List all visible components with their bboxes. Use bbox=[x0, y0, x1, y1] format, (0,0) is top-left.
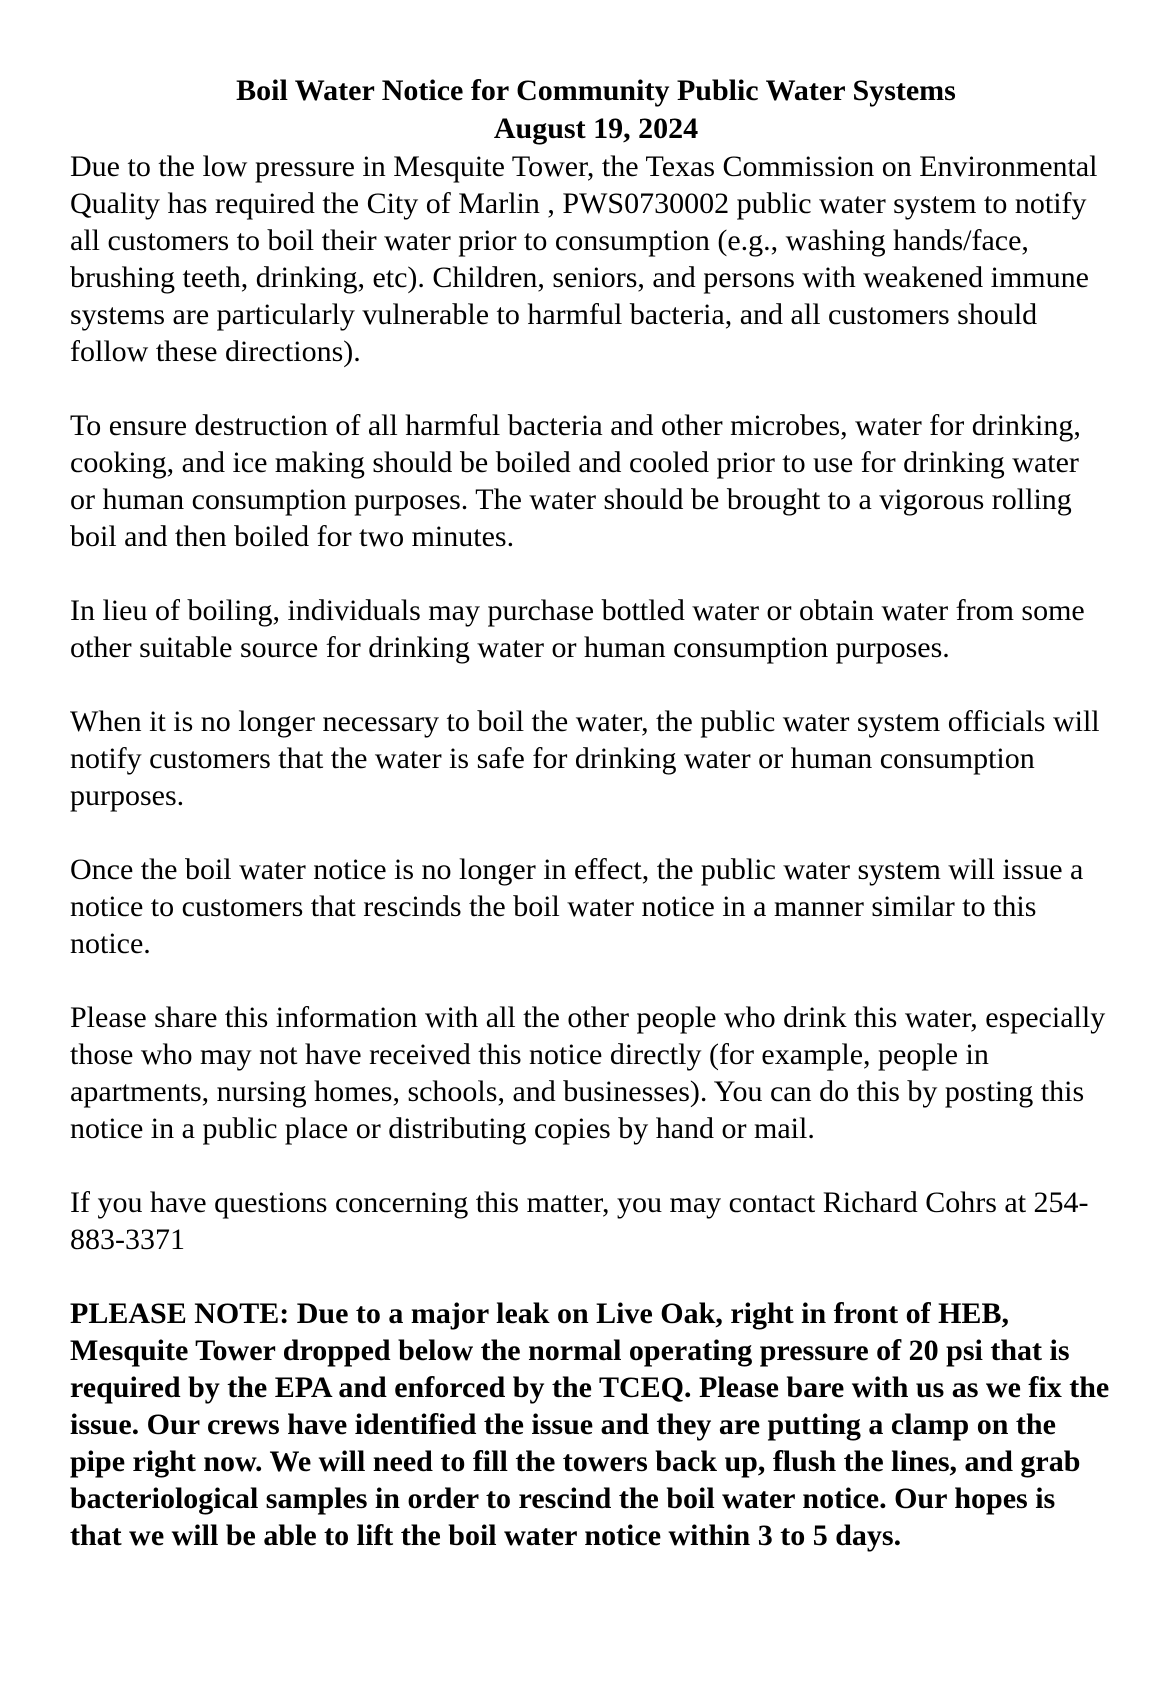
notice-title: Boil Water Notice for Community Public Water Systems bbox=[236, 74, 956, 107]
paragraph-boiling-instructions: To ensure destruction of all harmful bacteria and other microbes, water for drinking, cooking, and ice making should be boiled and cooled prior to use for drinking water or human consumption purposes. The water should be brought to a vigorous rolling boil and then boiled for two minutes. bbox=[70, 409, 1081, 553]
paragraph-share-information: Please share this information with all the other people who drink this water, especially those who may not have received this notice directly (for example, people in apartments, nursing homes, schools, and businesses). You can do this by posting this notice in a public place or distributing copies by hand or mail. bbox=[70, 1001, 1106, 1145]
paragraph-safe-notification: When it is no longer necessary to boil the water, the public water system officials will notify customers that the water is safe for drinking water or human consumption purposes. bbox=[70, 705, 1100, 812]
notice-date: August 19, 2024 bbox=[493, 112, 699, 145]
notice-document bbox=[70, 72, 1110, 1554]
paragraph-bottled-water: In lieu of boiling, individuals may purchase bottled water or obtain water from some other suitable source for drinking water or human consumption purposes. bbox=[70, 594, 1085, 664]
paragraph-low-pressure: Due to the low pressure in Mesquite Tower, the Texas Commission on Environmental Quality has required the City of Marlin , PWS0730002 public water system to notify all customers to boil their water prior to consumption (e.g., washing hands/face, brushing teeth, drinking, etc). Children, seniors, and persons with weakened immune systems are particularly vulnerable to harmful bacteria, and all customers should follow these directions). bbox=[70, 150, 1098, 368]
paragraph-rescind-notice: Once the boil water notice is no longer in effect, the public water system will issue a notice to customers that rescinds the boil water notice in a manner similar to this notice. bbox=[70, 853, 1084, 960]
please-note-paragraph: PLEASE NOTE: Due to a major leak on Live Oak, right in front of HEB, Mesquite Tower dropped below the normal operating pressure of 20 psi that is required by the EPA and enforced by the TCEQ. Please bare with us as we fix the issue. Our crews have identified the issue and they are putting a clamp on the pipe right now. We will need to fill the towers back up, flush the lines, and grab bacteriological samples in order to rescind the boil water notice. Our hopes is that we will be able to lift the boil water notice within 3 to 5 days. bbox=[70, 1297, 1110, 1552]
paragraph-contact: If you have questions concerning this matter, you may contact Richard Cohrs at 254-883-3371 bbox=[70, 1186, 1089, 1256]
